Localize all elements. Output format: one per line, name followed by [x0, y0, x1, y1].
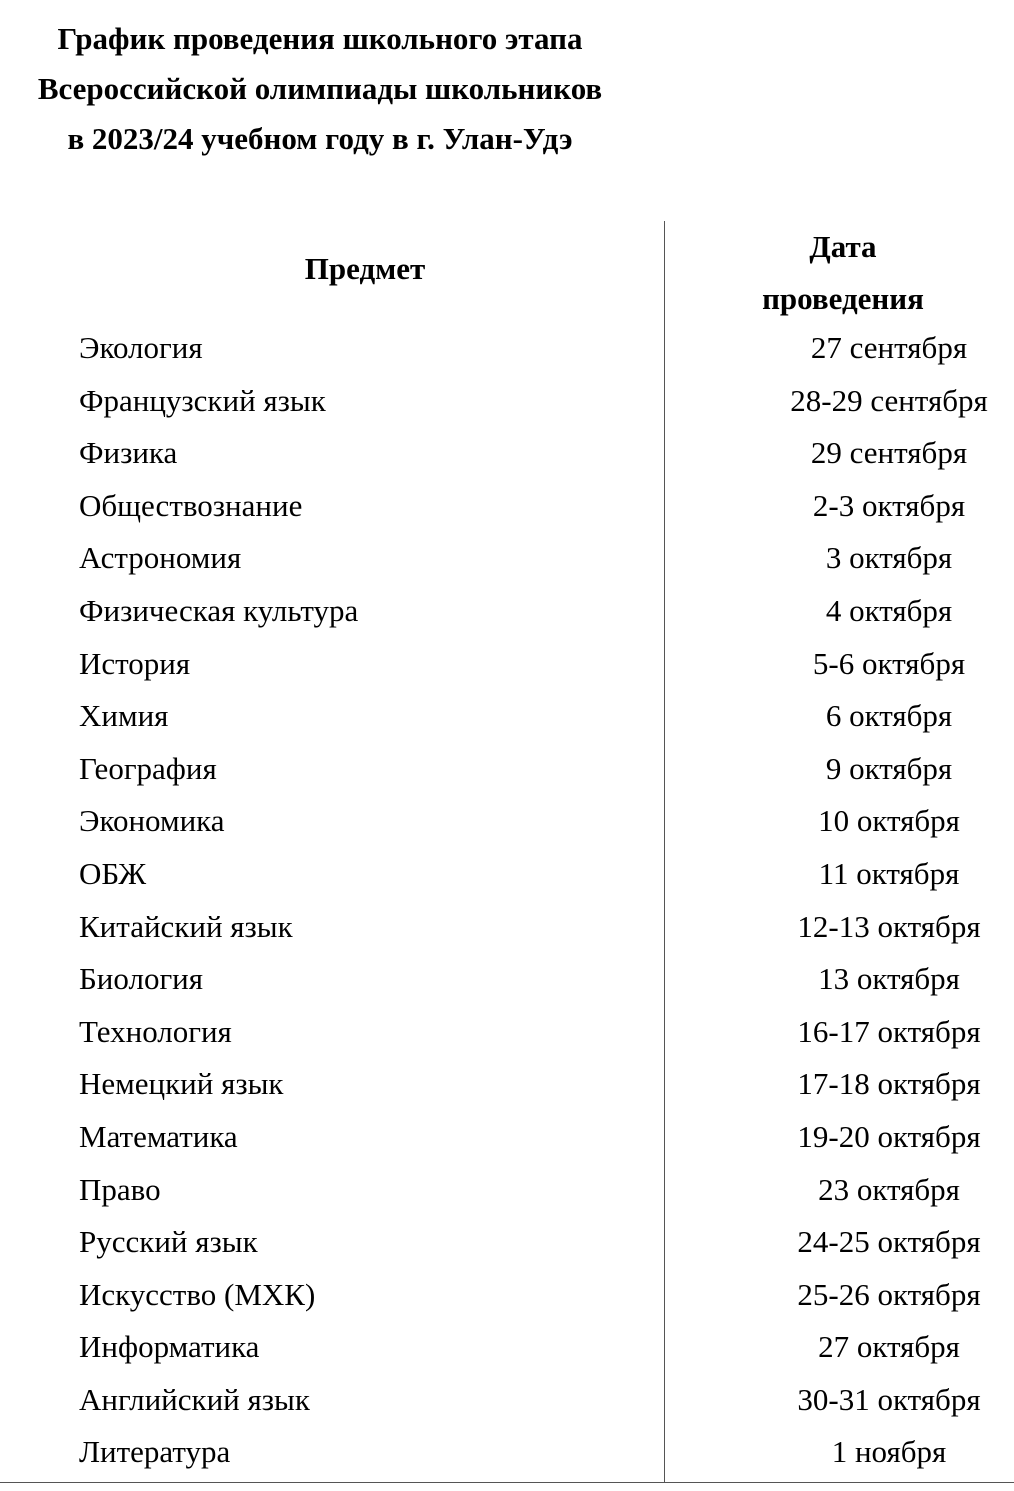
- table-row: [0, 1006, 1014, 1059]
- subject-cell: Английский язык: [79, 1381, 310, 1417]
- subject-cell: География: [79, 750, 217, 786]
- subject-cell: Литература: [79, 1434, 231, 1470]
- table-row: [0, 953, 1014, 1006]
- subject-cell: Математика: [79, 1118, 238, 1154]
- subject-cell: Французский язык: [79, 382, 326, 418]
- date-cell: 1 ноября: [831, 1434, 947, 1470]
- date-cell: 24-25 октября: [797, 1224, 981, 1260]
- date-cell: 28-29 сентября: [790, 382, 988, 418]
- table-row: [0, 585, 1014, 638]
- title-line-3: в 2023/24 учебном году в г. Улан-Удэ: [67, 121, 573, 156]
- title-line-2: Всероссийской олимпиады школьников: [37, 71, 603, 106]
- date-cell: 27 сентября: [810, 330, 968, 365]
- table-row: [0, 427, 1014, 480]
- header-subject: Предмет: [304, 251, 426, 286]
- subject-cell: Экономика: [79, 803, 225, 839]
- date-cell: 11 октября: [818, 855, 960, 891]
- subject-cell: Биология: [79, 961, 204, 997]
- subject-cell: История: [79, 645, 191, 681]
- date-cell: 29 сентября: [810, 435, 968, 471]
- subject-cell: ОБЖ: [79, 855, 147, 891]
- subject-cell: Экология: [79, 330, 203, 365]
- table-row: [0, 638, 1014, 691]
- table-row: [0, 690, 1014, 743]
- table-row: [0, 480, 1014, 533]
- subject-cell: Искусство (МХК): [79, 1276, 316, 1312]
- table-row: [0, 1321, 1014, 1374]
- table-row: [0, 1426, 1014, 1479]
- table-row: [0, 1111, 1014, 1164]
- date-cell: 13 октября: [818, 961, 960, 997]
- table-row: [0, 532, 1014, 585]
- subject-cell: Физика: [79, 435, 178, 471]
- subject-cell: Астрономия: [79, 540, 242, 576]
- subject-cell: Русский язык: [79, 1224, 258, 1260]
- subject-cell: Химия: [79, 698, 169, 734]
- date-cell: 17-18 октября: [797, 1066, 981, 1102]
- table-row: [0, 795, 1014, 848]
- date-cell: 19-20 октября: [797, 1118, 981, 1154]
- table-row: [0, 322, 1014, 375]
- table-row: [0, 1058, 1014, 1111]
- date-cell: 4 октября: [825, 592, 953, 628]
- subject-cell: Китайский язык: [79, 908, 293, 944]
- subject-cell: Физическая культура: [79, 592, 359, 628]
- header-date-line-1: Дата: [809, 229, 877, 264]
- table-row: [0, 743, 1014, 796]
- title-line-1: График проведения школьного этапа: [57, 21, 583, 56]
- date-cell: 5-6 октября: [812, 645, 966, 681]
- date-cell: 2-3 октября: [812, 487, 966, 523]
- table-row: [0, 375, 1014, 428]
- table-body: [0, 322, 1014, 1479]
- date-cell: 27 октября: [818, 1329, 960, 1365]
- table-row: [0, 1216, 1014, 1269]
- date-cell: 30-31 октября: [797, 1381, 981, 1417]
- subject-cell: Немецкий язык: [79, 1066, 284, 1102]
- table-row: [0, 1269, 1014, 1322]
- date-cell: 23 октября: [818, 1171, 960, 1207]
- subject-cell: Технология: [79, 1013, 232, 1049]
- date-cell: 3 октября: [825, 540, 953, 576]
- document-title: [0, 14, 640, 164]
- date-cell: 6 октября: [825, 698, 953, 734]
- subject-cell: Информатика: [79, 1329, 260, 1365]
- date-cell: 10 октября: [818, 803, 960, 839]
- table-bottom-border: [0, 1482, 1014, 1483]
- date-cell: 25-26 октября: [797, 1276, 981, 1312]
- header-date: [735, 221, 951, 325]
- table-row: [0, 1374, 1014, 1427]
- header-date-line-2: проведения: [762, 281, 924, 316]
- schedule-table: [0, 221, 1014, 1483]
- subject-cell: Обществознание: [79, 487, 303, 523]
- date-cell: 9 октября: [825, 750, 953, 786]
- table-row: [0, 848, 1014, 901]
- date-cell: 16-17 октября: [797, 1013, 981, 1049]
- subject-cell: Право: [79, 1171, 161, 1207]
- date-cell: 12-13 октября: [797, 908, 981, 944]
- table-row: [0, 901, 1014, 954]
- table-row: [0, 1164, 1014, 1217]
